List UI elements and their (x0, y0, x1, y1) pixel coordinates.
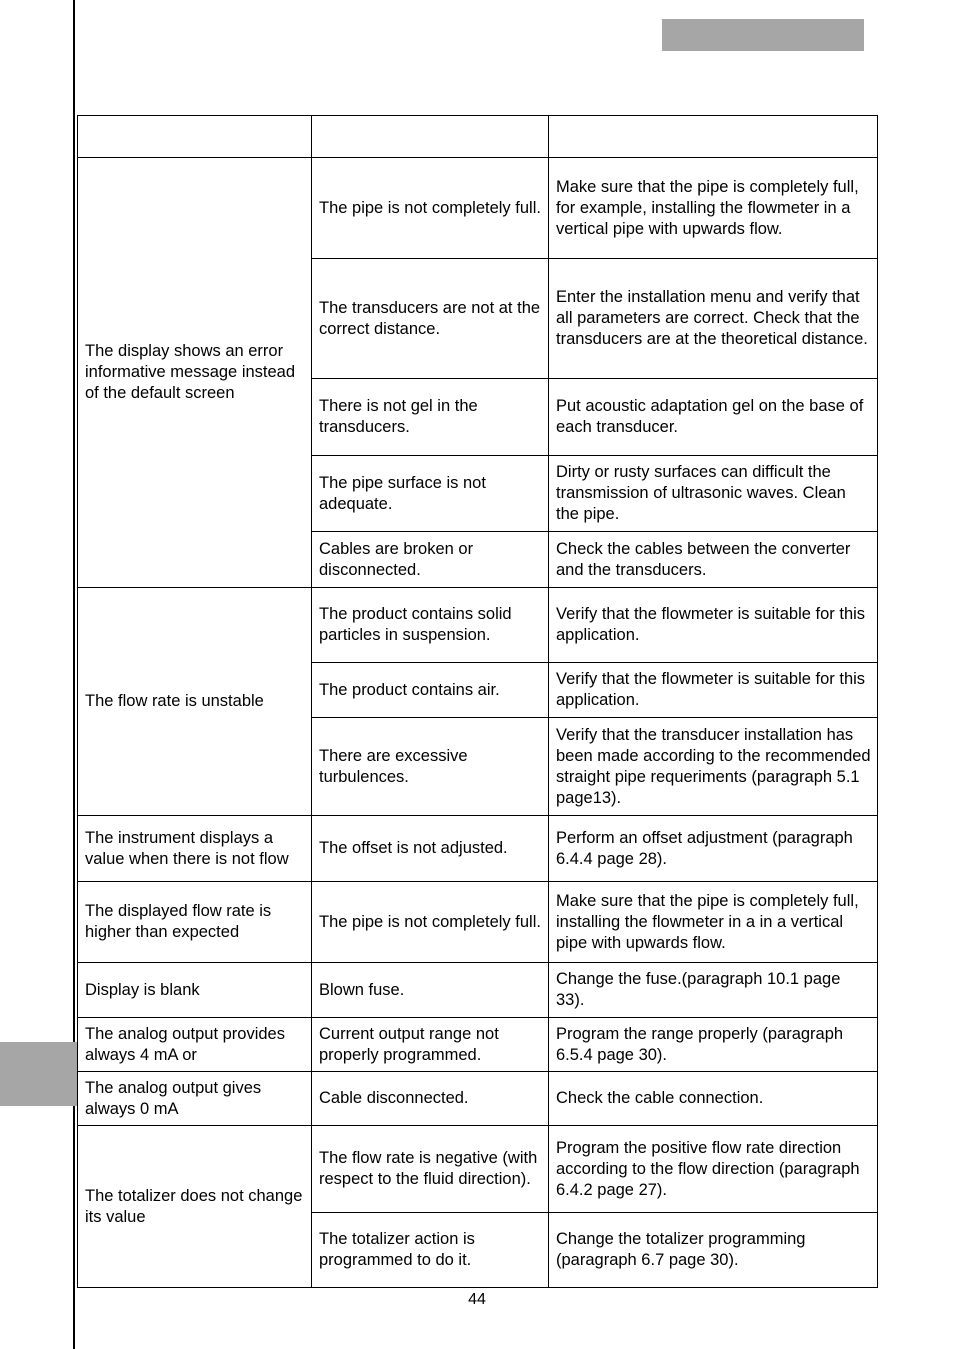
cause-cell: The product contains air. (312, 663, 549, 718)
table-row (78, 882, 878, 963)
solution-cell: Program the positive flow rate direction according to the flow direction (paragraph 6.4.2 page 27). (549, 1126, 878, 1213)
solution-cell: Make sure that the pipe is completely full, for example, installing the flowmeter in a vertical pipe with upwards flow. (549, 158, 878, 259)
cause-cell: The pipe is not completely full. (312, 882, 549, 963)
problem-cell: Display is blank (78, 963, 312, 1018)
troubleshooting-table (77, 115, 878, 1288)
header-problem (78, 116, 312, 158)
solution-cell: Change the fuse.(paragraph 10.1 page 33). (549, 963, 878, 1018)
problem-cell: The totalizer does not change its value (78, 1126, 312, 1288)
solution-cell: Verify that the flowmeter is suitable for this application. (549, 663, 878, 718)
header-tab (662, 19, 864, 51)
solution-cell: Perform an offset adjustment (paragraph 6.4.4 page 28). (549, 816, 878, 882)
problem-cell: The display shows an error informative message instead of the default screen (78, 158, 312, 588)
problem-cell: The instrument displays a value when there is not flow (78, 816, 312, 882)
table-row (78, 588, 878, 663)
cause-cell: The pipe surface is not adequate. (312, 456, 549, 532)
cause-cell: There is not gel in the transducers. (312, 379, 549, 456)
table-row (78, 816, 878, 882)
solution-cell: Verify that the transducer installation has been made according to the recommended straight pipe requeriments (paragraph 5.1 page13). (549, 718, 878, 816)
header-solution (549, 116, 878, 158)
solution-cell: Check the cable connection. (549, 1072, 878, 1126)
cause-cell: Current output range not properly programmed. (312, 1018, 549, 1072)
table-row (78, 963, 878, 1018)
solution-cell: Check the cables between the converter and the transducers. (549, 532, 878, 588)
solution-cell: Program the range properly (paragraph 6.5.4 page 30). (549, 1018, 878, 1072)
cause-cell: Cables are broken or disconnected. (312, 532, 549, 588)
solution-cell: Make sure that the pipe is completely full, installing the flowmeter in a in a vertical pipe with upwards flow. (549, 882, 878, 963)
problem-cell: The flow rate is unstable (78, 588, 312, 816)
cause-cell: The pipe is not completely full. (312, 158, 549, 259)
table-row (78, 1018, 878, 1072)
solution-cell: Put acoustic adaptation gel on the base of each transducer. (549, 379, 878, 456)
cause-cell: The transducers are not at the correct distance. (312, 259, 549, 379)
solution-cell: Enter the installation menu and verify that all parameters are correct. Check that the transducers are at the theoretical distance. (549, 259, 878, 379)
cause-cell: The offset is not adjusted. (312, 816, 549, 882)
problem-cell: The analog output gives always 0 mA (78, 1072, 312, 1126)
solution-cell: Verify that the flowmeter is suitable for this application. (549, 588, 878, 663)
table-row (78, 1072, 878, 1126)
section-tab (0, 1042, 77, 1106)
cause-cell: The product contains solid particles in suspension. (312, 588, 549, 663)
cause-cell: Cable disconnected. (312, 1072, 549, 1126)
cause-cell: The totalizer action is programmed to do it. (312, 1213, 549, 1288)
table-row (78, 158, 878, 259)
table-header-row (78, 116, 878, 158)
solution-cell: Dirty or rusty surfaces can difficult the transmission of ultrasonic waves. Clean the pipe. (549, 456, 878, 532)
table-row (78, 1126, 878, 1213)
header-cause (312, 116, 549, 158)
solution-cell: Change the totalizer programming (paragraph 6.7 page 30). (549, 1213, 878, 1288)
problem-cell: The analog output provides always 4 mA or (78, 1018, 312, 1072)
cause-cell: Blown fuse. (312, 963, 549, 1018)
cause-cell: The flow rate is negative (with respect to the fluid direction). (312, 1126, 549, 1213)
problem-cell: The displayed flow rate is higher than expected (78, 882, 312, 963)
cause-cell: There are excessive turbulences. (312, 718, 549, 816)
margin-line (73, 0, 75, 1349)
page-number: 44 (468, 1291, 486, 1308)
